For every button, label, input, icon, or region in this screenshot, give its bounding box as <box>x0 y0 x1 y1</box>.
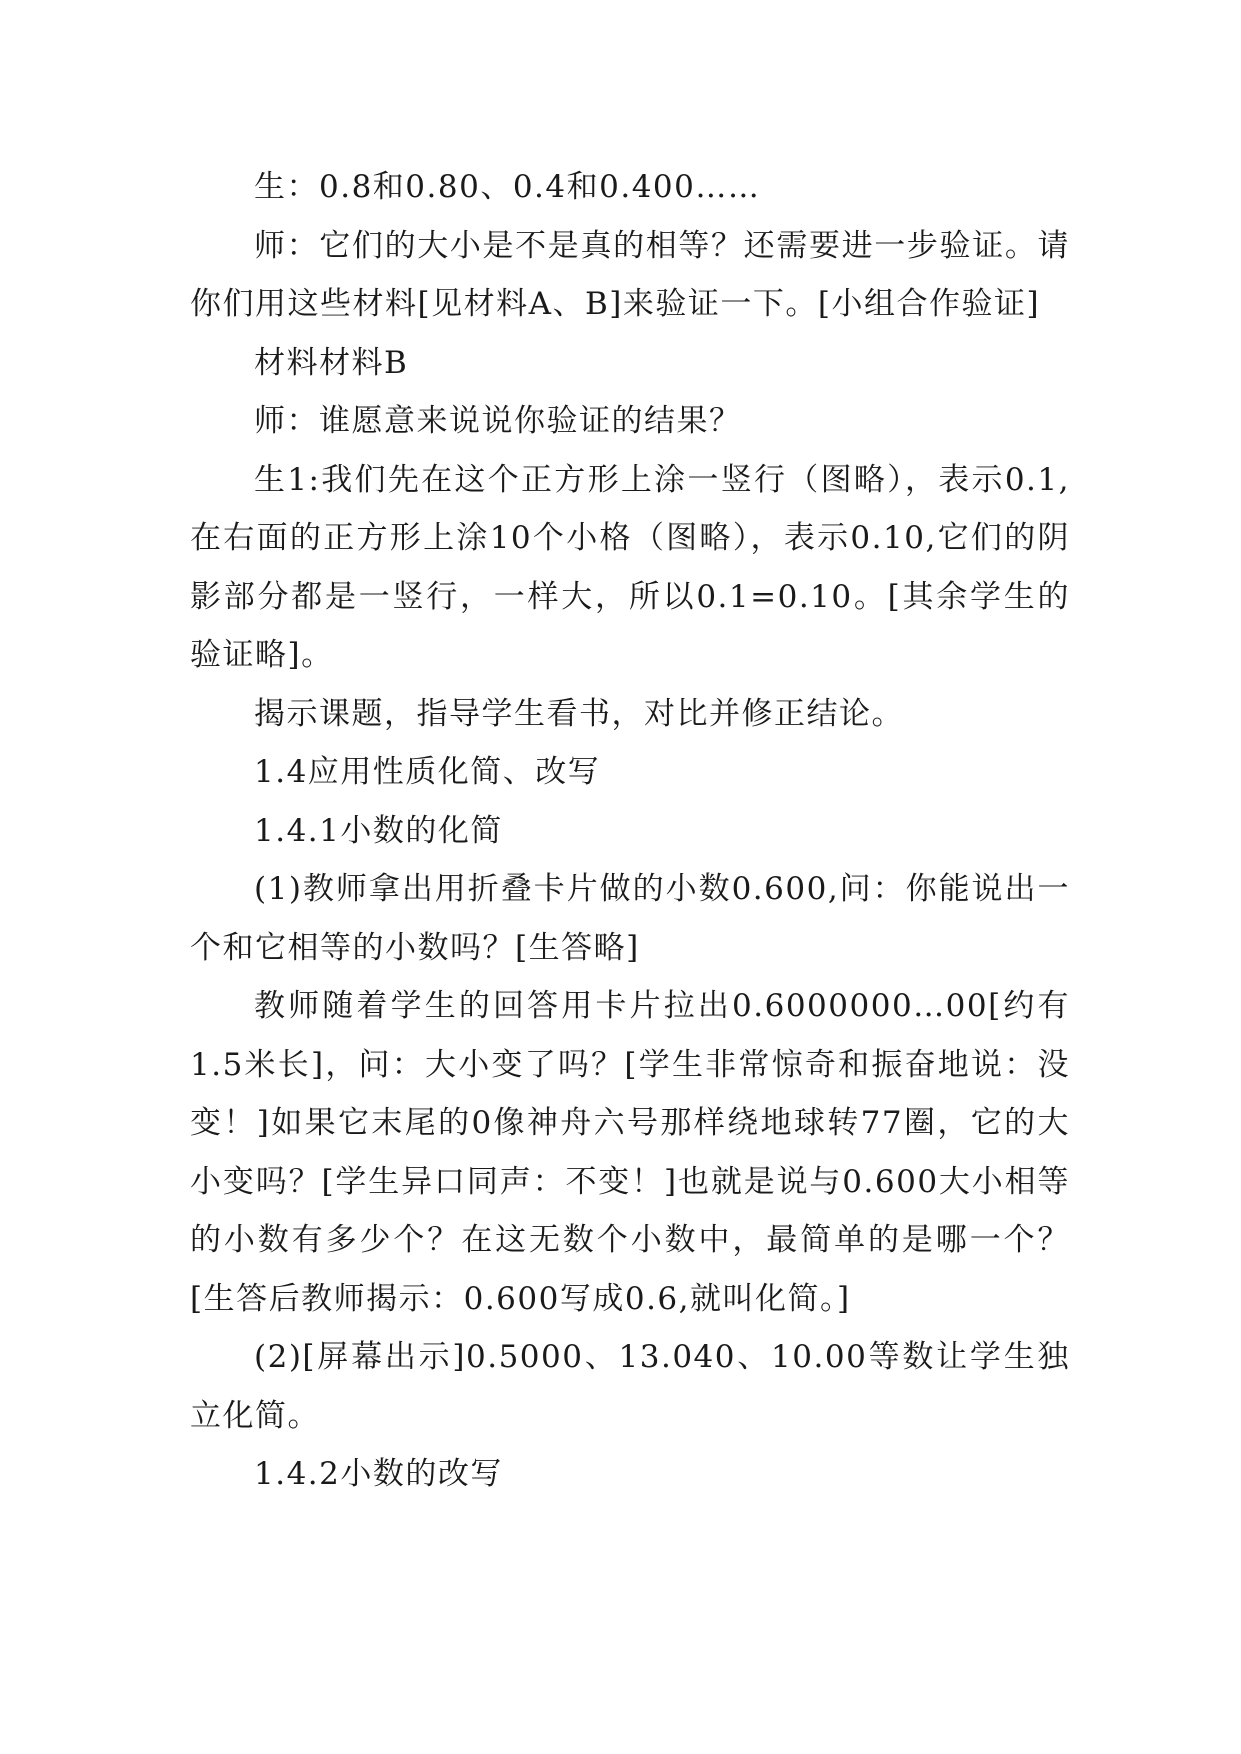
paragraph-reveal-topic: 揭示课题，指导学生看书，对比并修正结论。 <box>254 695 904 732</box>
document-body <box>190 158 1070 1504</box>
paragraph-teacher-question: 师：谁愿意来说说你验证的结果？ <box>254 403 742 439</box>
paragraph-student1-result: 生1:我们先在这个正方形上涂一竖行（图略），表示0.1,在右面的正方形上涂10个小格（图略），表示0.10,它们的阴影部分都是一竖行，一样大，所以0.1=0.10。[其余学生的验证略]。 <box>190 461 1070 673</box>
paragraph-material-b: 材料材料B <box>254 344 409 381</box>
paragraph-item-2: (2)[屏幕出示]0.5000、13.040、10.00等数让学生独立化简。 <box>190 1339 1070 1434</box>
paragraph-item-1: (1)教师拿出用折叠卡片做的小数0.600,问：你能说出一个和它相等的小数吗？[生答略] <box>190 871 1070 966</box>
paragraph-student-answer: 生：0.8和0.80、0.4和0.400…… <box>254 169 761 205</box>
section-heading-1-4-1: 1.4.1小数的化简 <box>254 812 503 849</box>
paragraph-card-demo: 教师随着学生的回答用卡片拉出0.6000000…00[约有1.5米长]，问：大小变了吗？[学生非常惊奇和振奋地说：没变！]如果它末尾的0像神舟六号那样绕地球转77圈，它的大小变吗？[学生异口同声：不变！]也就是说与0.600大小相等的小数有多少个？在这无数个小数中，最简单的是哪一个？[生答后教师揭示：0.600写成0.6,就叫化简。] <box>190 988 1070 1317</box>
paragraph-teacher-verify: 师：它们的大小是不是真的相等？还需要进一步验证。请你们用这些材料[见材料A、B]来验证一下。[小组合作验证] <box>190 227 1070 322</box>
section-heading-1-4: 1.4应用性质化简、改写 <box>254 754 601 790</box>
section-heading-1-4-2: 1.4.2小数的改写 <box>254 1456 503 1492</box>
